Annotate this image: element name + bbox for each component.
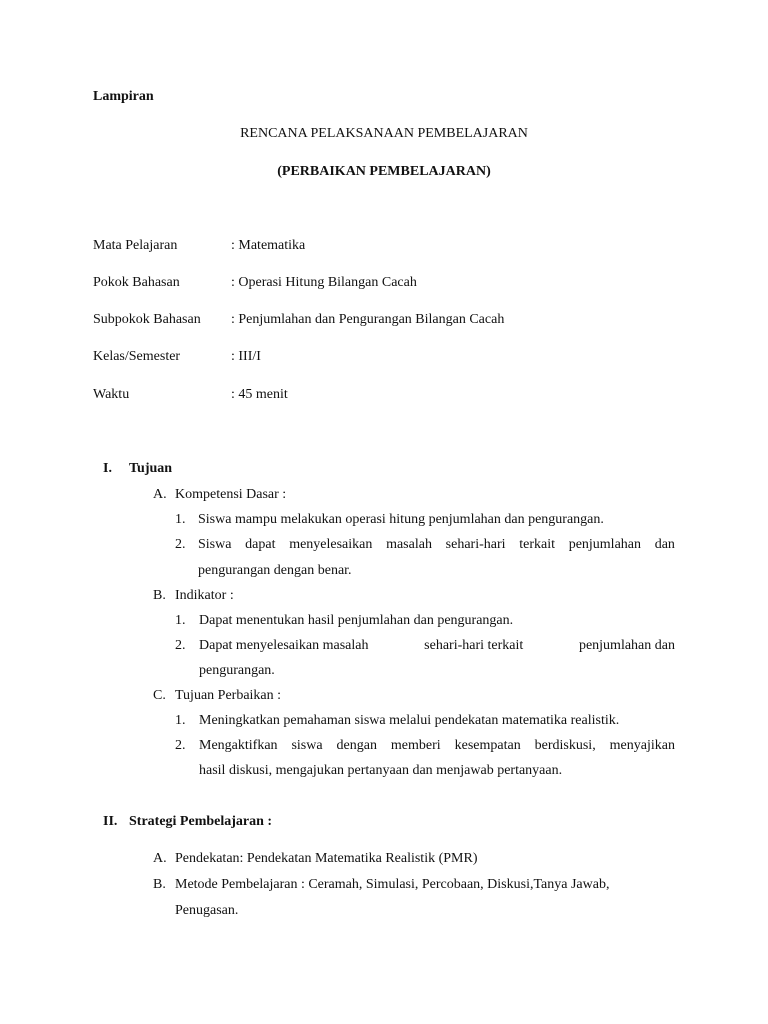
word: memberi — [390, 738, 441, 753]
section-2-title: Strategi Pembelajaran : — [129, 814, 273, 829]
word: Siswa — [198, 537, 232, 552]
document-title: RENCANA PELAKSANAAN PEMBELAJARAN — [240, 126, 528, 141]
identity-label-subpokok-bahasan: Subpokok Bahasan — [93, 312, 201, 327]
identity-value-mata-pelajaran: : Matematika — [231, 238, 306, 253]
word-group: penjumlahan dan — [578, 638, 675, 653]
item-a2-number: 2. — [175, 537, 186, 552]
identity-value-pokok-bahasan: : Operasi Hitung Bilangan Cacah — [231, 275, 417, 290]
word: Mengaktifkan — [199, 738, 278, 753]
word: dapat — [245, 537, 276, 552]
identity-label-kelas-semester: Kelas/Semester — [93, 349, 181, 364]
strategy-a-text: Pendekatan: Pendekatan Matematika Realistik (PMR) — [175, 851, 478, 866]
item-b1-text: Dapat menentukan hasil penjumlahan dan pengurangan. — [199, 613, 514, 628]
item-c2-continuation: hasil diskusi, mengajukan pertanyaan dan menjawab pertanyaan. — [199, 763, 563, 778]
document-subtitle: (PERBAIKAN PEMBELAJARAN) — [277, 164, 491, 179]
word: menyajikan — [609, 738, 675, 753]
item-b2-number: 2. — [175, 638, 186, 653]
word: terkait — [519, 537, 555, 552]
item-b2-line — [199, 638, 675, 654]
identity-label-waktu: Waktu — [93, 387, 130, 402]
section-1-title: Tujuan — [129, 461, 173, 476]
section-2-number: II. — [103, 814, 118, 829]
item-c1-text: Meningkatkan pemahaman siswa melalui pendekatan matematika realistik. — [199, 713, 620, 728]
item-c1-number: 1. — [175, 713, 186, 728]
word-group: Dapat menyelesaikan masalah — [199, 638, 369, 653]
subsection-c-title: Tujuan Perbaikan : — [175, 688, 282, 703]
word-group: sehari-hari terkait — [424, 638, 524, 653]
subsection-a-marker: A. — [153, 487, 167, 502]
identity-value-subpokok-bahasan: : Penjumlahan dan Pengurangan Bilangan Cacah — [231, 312, 505, 327]
strategy-b-continuation: Penugasan. — [175, 903, 239, 918]
item-c2-number: 2. — [175, 738, 186, 753]
word: siswa — [291, 738, 323, 753]
word: sehari-hari — [445, 537, 506, 552]
item-b2-continuation: pengurangan. — [199, 663, 275, 678]
item-a1-number: 1. — [175, 512, 186, 527]
word: dengan — [336, 738, 377, 753]
subsection-c-marker: C. — [153, 688, 166, 703]
strategy-b-marker: B. — [153, 877, 166, 892]
subsection-a-title: Kompetensi Dasar : — [175, 487, 287, 502]
item-a2-line — [198, 537, 675, 553]
identity-label-pokok-bahasan: Pokok Bahasan — [93, 275, 180, 290]
word: berdiskusi, — [534, 738, 596, 753]
identity-label-mata-pelajaran: Mata Pelajaran — [93, 238, 178, 253]
word: kesempatan — [454, 738, 521, 753]
word: menyelesaikan — [289, 537, 373, 552]
word: masalah — [386, 537, 432, 552]
item-a1-text: Siswa mampu melakukan operasi hitung penjumlahan dan pengurangan. — [198, 512, 604, 527]
lampiran-label: Lampiran — [93, 89, 154, 104]
word: penjumlahan — [568, 537, 641, 552]
section-1-number: I. — [103, 461, 112, 476]
item-c2-line — [199, 738, 675, 754]
identity-value-waktu: : 45 menit — [231, 387, 288, 402]
strategy-a-marker: A. — [153, 851, 167, 866]
item-b1-number: 1. — [175, 613, 186, 628]
subsection-b-title: Indikator : — [175, 588, 234, 603]
identity-value-kelas-semester: : III/I — [231, 349, 261, 364]
strategy-b-text: Metode Pembelajaran : Ceramah, Simulasi, Percobaan, Diskusi,Tanya Jawab, — [175, 877, 610, 892]
item-a2-continuation: pengurangan dengan benar. — [198, 563, 352, 578]
subsection-b-marker: B. — [153, 588, 166, 603]
word: dan — [654, 537, 675, 552]
